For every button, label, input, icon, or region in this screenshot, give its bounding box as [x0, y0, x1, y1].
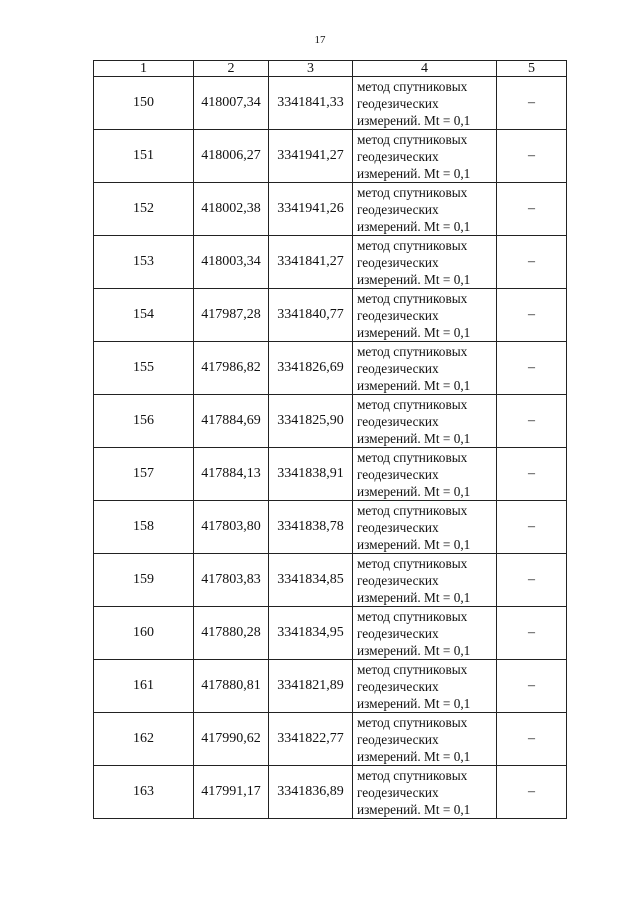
point-number-cell: 160	[94, 607, 194, 660]
method-cell: метод спутниковых геодезических измерений. Mt = 0,1	[353, 77, 497, 130]
column-header-1: 1	[94, 61, 194, 77]
x-coordinate-cell: 417880,81	[194, 660, 269, 713]
method-cell: метод спутниковых геодезических измерений. Mt = 0,1	[353, 766, 497, 819]
note-cell: –	[497, 183, 567, 236]
note-cell: –	[497, 448, 567, 501]
y-coordinate-cell: 3341834,95	[269, 607, 353, 660]
table-row	[94, 501, 567, 554]
method-cell: метод спутниковых геодезических измерений. Mt = 0,1	[353, 607, 497, 660]
point-number-cell: 158	[94, 501, 194, 554]
method-cell: метод спутниковых геодезических измерений. Mt = 0,1	[353, 183, 497, 236]
point-number-cell: 163	[94, 766, 194, 819]
point-number-cell: 156	[94, 395, 194, 448]
note-cell: –	[497, 342, 567, 395]
table-row	[94, 236, 567, 289]
x-coordinate-cell: 418003,34	[194, 236, 269, 289]
table-row	[94, 766, 567, 819]
table-row	[94, 289, 567, 342]
method-cell: метод спутниковых геодезических измерений. Mt = 0,1	[353, 554, 497, 607]
x-coordinate-cell: 417803,83	[194, 554, 269, 607]
x-coordinate-cell: 418002,38	[194, 183, 269, 236]
y-coordinate-cell: 3341838,91	[269, 448, 353, 501]
y-coordinate-cell: 3341838,78	[269, 501, 353, 554]
table-body	[94, 77, 567, 819]
method-cell: метод спутниковых геодезических измерений. Mt = 0,1	[353, 289, 497, 342]
note-cell: –	[497, 395, 567, 448]
x-coordinate-cell: 417986,82	[194, 342, 269, 395]
y-coordinate-cell: 3341841,33	[269, 77, 353, 130]
method-cell: метод спутниковых геодезических измерений. Mt = 0,1	[353, 130, 497, 183]
note-cell: –	[497, 607, 567, 660]
y-coordinate-cell: 3341941,26	[269, 183, 353, 236]
point-number-cell: 153	[94, 236, 194, 289]
method-cell: метод спутниковых геодезических измерений. Mt = 0,1	[353, 713, 497, 766]
x-coordinate-cell: 418007,34	[194, 77, 269, 130]
y-coordinate-cell: 3341941,27	[269, 130, 353, 183]
table-row	[94, 554, 567, 607]
point-number-cell: 155	[94, 342, 194, 395]
x-coordinate-cell: 417884,13	[194, 448, 269, 501]
method-cell: метод спутниковых геодезических измерений. Mt = 0,1	[353, 501, 497, 554]
table-row	[94, 395, 567, 448]
note-cell: –	[497, 289, 567, 342]
table-row	[94, 130, 567, 183]
note-cell: –	[497, 713, 567, 766]
point-number-cell: 157	[94, 448, 194, 501]
method-cell: метод спутниковых геодезических измерений. Mt = 0,1	[353, 236, 497, 289]
point-number-cell: 159	[94, 554, 194, 607]
x-coordinate-cell: 417803,80	[194, 501, 269, 554]
note-cell: –	[497, 236, 567, 289]
y-coordinate-cell: 3341826,69	[269, 342, 353, 395]
coordinates-table	[93, 60, 567, 819]
x-coordinate-cell: 417880,28	[194, 607, 269, 660]
method-cell: метод спутниковых геодезических измерений. Mt = 0,1	[353, 342, 497, 395]
method-cell: метод спутниковых геодезических измерений. Mt = 0,1	[353, 660, 497, 713]
table-row	[94, 183, 567, 236]
method-cell: метод спутниковых геодезических измерений. Mt = 0,1	[353, 448, 497, 501]
method-cell: метод спутниковых геодезических измерений. Mt = 0,1	[353, 395, 497, 448]
y-coordinate-cell: 3341836,89	[269, 766, 353, 819]
column-header-4: 4	[353, 61, 497, 77]
page-number: 17	[314, 34, 326, 46]
column-header-2: 2	[194, 61, 269, 77]
table-row	[94, 713, 567, 766]
y-coordinate-cell: 3341822,77	[269, 713, 353, 766]
x-coordinate-cell: 417884,69	[194, 395, 269, 448]
point-number-cell: 151	[94, 130, 194, 183]
note-cell: –	[497, 766, 567, 819]
table-row	[94, 77, 567, 130]
x-coordinate-cell: 417991,17	[194, 766, 269, 819]
table-row	[94, 342, 567, 395]
x-coordinate-cell: 417987,28	[194, 289, 269, 342]
note-cell: –	[497, 660, 567, 713]
table-row	[94, 607, 567, 660]
x-coordinate-cell: 417990,62	[194, 713, 269, 766]
y-coordinate-cell: 3341821,89	[269, 660, 353, 713]
note-cell: –	[497, 130, 567, 183]
point-number-cell: 161	[94, 660, 194, 713]
note-cell: –	[497, 554, 567, 607]
x-coordinate-cell: 418006,27	[194, 130, 269, 183]
column-header-5: 5	[497, 61, 567, 77]
note-cell: –	[497, 501, 567, 554]
y-coordinate-cell: 3341841,27	[269, 236, 353, 289]
note-cell: –	[497, 77, 567, 130]
point-number-cell: 154	[94, 289, 194, 342]
y-coordinate-cell: 3341825,90	[269, 395, 353, 448]
y-coordinate-cell: 3341840,77	[269, 289, 353, 342]
table-row	[94, 660, 567, 713]
point-number-cell: 152	[94, 183, 194, 236]
table-row	[94, 448, 567, 501]
y-coordinate-cell: 3341834,85	[269, 554, 353, 607]
point-number-cell: 162	[94, 713, 194, 766]
column-header-3: 3	[269, 61, 353, 77]
header-row	[94, 61, 567, 77]
table-header	[94, 61, 567, 77]
point-number-cell: 150	[94, 77, 194, 130]
